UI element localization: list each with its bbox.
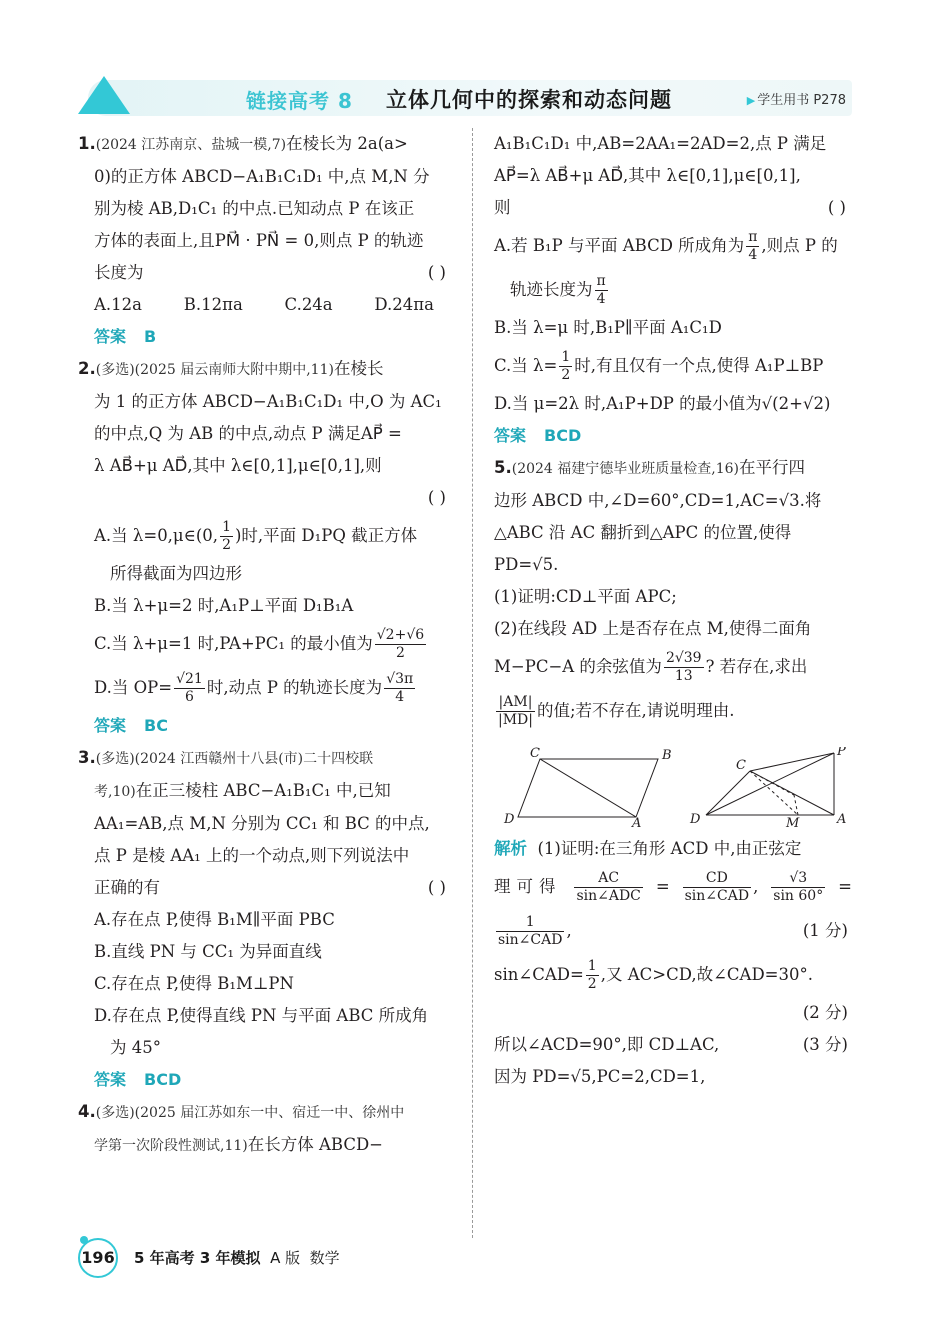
q1-answer-value: B bbox=[144, 327, 157, 346]
q1-text: 在棱长为 2a(a> bbox=[286, 134, 408, 153]
q4-a-text2: ,则点 P 的 bbox=[761, 236, 838, 255]
q4-answer bbox=[494, 420, 852, 452]
q5-solution-line5 bbox=[494, 997, 852, 1029]
denominator: 6 bbox=[185, 689, 194, 705]
fraction bbox=[496, 914, 564, 949]
fraction bbox=[384, 671, 415, 706]
book-name: 5 年高考 3 年模拟 bbox=[134, 1249, 261, 1267]
q3-answer bbox=[78, 1064, 452, 1096]
diagonal-ac bbox=[540, 759, 636, 817]
q5-source: (2024 福建宁德毕业班质量检查,16) bbox=[511, 461, 740, 477]
subject: 数学 bbox=[309, 1249, 340, 1267]
q5-solution-line3: $\frac{1}{\text{sin∠CAD}}$ , (1 分) bbox=[494, 909, 852, 953]
left-column bbox=[78, 128, 452, 1162]
answer-label: 答案 bbox=[494, 426, 527, 445]
q2-d-text1: D.当 OP= bbox=[94, 678, 173, 697]
q5-part1: (1)证明:CD⊥平面 APC; bbox=[494, 587, 677, 606]
q5-solution-line2: 理可得 $\frac{AC}{\text{sin∠ADC}}$ = $\frac{CD}{\text{sin∠CAD}}$ , $\frac{√3}{\sin 60^\circ}$ = bbox=[494, 865, 852, 909]
q3-source-cont: 考,10) bbox=[94, 784, 136, 800]
solution-label: 解析 bbox=[494, 839, 527, 858]
q1-line5 bbox=[78, 257, 452, 289]
fraction bbox=[220, 519, 233, 554]
q4-option-d: D.当 μ=2λ 时,A₁P+DP 的最小值为√(2+√2) bbox=[494, 394, 831, 413]
ref-text: 学生用书 P278 bbox=[757, 93, 846, 108]
q4-cont-line2: AP⃗=λ AB⃗+μ AD⃗,其中 λ∈[0,1],μ∈[0,1], bbox=[494, 166, 801, 185]
q1-line3: 别为棱 AB,D₁C₁ 的中点.已知动点 P 在该正 bbox=[94, 199, 415, 218]
numerator: 1 bbox=[561, 349, 571, 365]
score-mark: (2 分) bbox=[802, 1003, 848, 1022]
numerator: CD bbox=[683, 870, 751, 888]
numerator: π bbox=[748, 229, 758, 245]
label-m: M bbox=[786, 816, 800, 827]
q4-number: 4. bbox=[78, 1102, 96, 1121]
label-d: D bbox=[504, 812, 515, 827]
banner-tag: 链接高考 8 bbox=[246, 89, 353, 113]
q2-a-text2: )时,平面 D₁PQ 截正方体 bbox=[234, 526, 418, 545]
q3-line5 bbox=[78, 872, 452, 904]
arrow-right-icon: ▶ bbox=[746, 94, 756, 107]
fraction bbox=[664, 650, 704, 685]
q2-option-a-cont: 所得截面为四边形 bbox=[110, 564, 242, 583]
q5-line4: PD=√5. bbox=[494, 555, 559, 574]
q5-solution-line6 bbox=[494, 1029, 852, 1061]
denominator: sin∠CAD bbox=[684, 888, 750, 904]
q1-option-d: D.24πa bbox=[374, 295, 434, 314]
triangle-icon bbox=[78, 76, 130, 114]
q5-part2: (2)在线段 AD 上是否存在点 M,使得二面角 bbox=[494, 619, 812, 638]
q5-sol-text4b: ,又 AC>CD,故∠CAD=30°. bbox=[600, 965, 813, 984]
q2-line4: λ AB⃗+μ AD⃗,其中 λ∈[0,1],μ∈[0,1],则 bbox=[94, 456, 382, 475]
q5-line3: △ABC 沿 AC 翻折到△APC 的位置,使得 bbox=[494, 523, 792, 542]
q1-option-b: B.12πa bbox=[183, 295, 243, 314]
q4-cont-line3 bbox=[494, 192, 852, 224]
denominator: 4 bbox=[748, 247, 758, 263]
q2-option-c bbox=[78, 622, 452, 666]
edition: A 版 bbox=[270, 1249, 301, 1267]
q4-text3: 则 bbox=[494, 198, 511, 217]
q5-text: 在平行四 bbox=[739, 458, 806, 477]
numerator: 1 bbox=[222, 519, 231, 535]
page-number: 196 bbox=[78, 1238, 118, 1278]
denominator: 4 bbox=[596, 291, 606, 307]
q1-line4: 方体的表面上,且PM⃗ · PN⃗ = 0,则点 P 的轨迹 bbox=[94, 231, 424, 250]
q5-sol-text4a: sin∠CAD= bbox=[494, 965, 584, 984]
q5-part2-cont2 bbox=[494, 689, 852, 733]
page-footer bbox=[78, 1238, 478, 1278]
q3-line3: AA₁=AB,点 M,N 分别为 CC₁ 和 BC 的中点, bbox=[94, 814, 430, 833]
denominator: 2 bbox=[396, 645, 405, 661]
q1-option-a: A.12a bbox=[94, 295, 142, 314]
q5-sol-text2: 理可得 bbox=[494, 877, 562, 896]
q3-text5: 正确的有 bbox=[94, 878, 160, 897]
q4-c-text1: C.当 λ= bbox=[494, 356, 558, 375]
q4-cont-line1: A₁B₁C₁D₁ 中,AB=2AA₁=2AD=2,点 P 满足 bbox=[494, 134, 827, 153]
folded-figure bbox=[706, 753, 834, 815]
q3-answer-blank: ( ) bbox=[427, 878, 446, 897]
numerator: |AM| bbox=[496, 694, 535, 712]
denominator: sin 60° bbox=[773, 887, 824, 904]
numerator: √21 bbox=[176, 671, 203, 687]
q2-option-a bbox=[78, 514, 452, 558]
q1-answer bbox=[78, 321, 452, 353]
q1-number: 1. bbox=[78, 134, 96, 153]
q3-option-c: C.存在点 P,使得 B₁M⊥PN bbox=[94, 974, 294, 993]
q1-line2: 0)的正方体 ABCD−A₁B₁C₁D₁ 中,点 M,N 分 bbox=[94, 167, 430, 186]
q4-line2 bbox=[78, 1129, 452, 1162]
answer-label: 答案 bbox=[94, 716, 127, 735]
q5-number: 5. bbox=[494, 458, 512, 477]
denominator: |MD| bbox=[498, 712, 533, 728]
label-d2: D bbox=[690, 812, 701, 827]
q5-sol-text1: (1)证明:在三角形 ACD 中,由正弦定 bbox=[537, 839, 802, 858]
fraction bbox=[496, 694, 535, 729]
fraction bbox=[771, 870, 825, 905]
q4-option-a bbox=[494, 224, 852, 268]
q3-option-b: B.直线 PN 与 CC₁ 为异面直线 bbox=[94, 942, 322, 961]
edge-dp bbox=[706, 753, 834, 815]
dot-icon bbox=[80, 1236, 88, 1244]
q4-a-text3: 轨迹长度为 bbox=[510, 280, 593, 299]
numerator: 1 bbox=[496, 914, 564, 932]
q4-line1 bbox=[78, 1096, 452, 1129]
q5-figures bbox=[494, 747, 852, 827]
fraction bbox=[375, 627, 426, 662]
fraction bbox=[683, 870, 751, 905]
q3-line2 bbox=[78, 775, 452, 808]
q3-source: (多选)(2024 江西赣州十八县(市)二十四校联 bbox=[95, 751, 374, 767]
q5-sol-text6: 所以∠ACD=90°,即 CD⊥AC, bbox=[494, 1035, 720, 1054]
equals-sign: = bbox=[838, 877, 852, 896]
q4-option-a-cont bbox=[494, 268, 852, 312]
numerator: √3 bbox=[771, 870, 825, 888]
q5-p4-text: 的值;若不存在,请说明理由. bbox=[537, 701, 735, 720]
q3-number: 3. bbox=[78, 748, 96, 767]
denominator: sin∠ADC bbox=[576, 887, 641, 904]
label-a2: A bbox=[837, 812, 847, 827]
q2-a-text1: A.当 λ=0,μ∈(0, bbox=[94, 526, 219, 545]
label-c: C bbox=[530, 747, 540, 761]
q2-text: 在棱长 bbox=[333, 359, 384, 378]
q1-answer-blank: ( ) bbox=[427, 263, 446, 282]
q2-c-text: C.当 λ+μ=1 时,PA+PC₁ 的最小值为 bbox=[94, 634, 373, 653]
numerator: √2+√6 bbox=[376, 627, 425, 643]
denominator: 2 bbox=[222, 537, 231, 553]
q4-source: (多选)(2025 届江苏如东一中、宿迁一中、徐州中 bbox=[95, 1105, 405, 1121]
q3-line4: 点 P 是棱 AA₁ 上的一个动点,则下列说法中 bbox=[94, 846, 410, 865]
q1-line1 bbox=[78, 128, 452, 161]
fraction bbox=[574, 870, 642, 905]
q5-line2: 边形 ABCD 中,∠D=60°,CD=1,AC=√3.将 bbox=[494, 491, 822, 510]
q2-line2: 为 1 的正方体 ABCD−A₁B₁C₁D₁ 中,O 为 AC₁ bbox=[94, 392, 442, 411]
label-c2: C bbox=[736, 758, 746, 773]
score-mark: (1 分) bbox=[802, 921, 848, 940]
q2-line1 bbox=[78, 353, 452, 386]
q5-solution-line4 bbox=[494, 953, 852, 997]
numerator: √3π bbox=[386, 671, 414, 687]
student-book-ref bbox=[747, 89, 846, 108]
column-divider bbox=[472, 128, 473, 1238]
q1-text5: 长度为 bbox=[94, 263, 144, 282]
geometry-figure bbox=[494, 747, 852, 827]
fraction bbox=[595, 273, 608, 308]
q1-source: (2024 江苏南京、盐城一模,7) bbox=[95, 137, 287, 153]
numerator: AC bbox=[574, 870, 642, 888]
q3-line1 bbox=[78, 742, 452, 775]
denominator: 13 bbox=[674, 668, 693, 684]
numerator: 2√39 bbox=[665, 650, 702, 666]
q5-part2-cont bbox=[494, 645, 852, 689]
q4-option-c bbox=[494, 344, 852, 388]
q5-solution-line7: 因为 PD=√5,PC=2,CD=1, bbox=[494, 1067, 706, 1086]
q2-number: 2. bbox=[78, 359, 96, 378]
q3-option-d-cont: 为 45° bbox=[110, 1038, 161, 1057]
numerator: 1 bbox=[587, 958, 597, 974]
q1-options bbox=[78, 289, 434, 321]
q3-answer-value: BCD bbox=[144, 1070, 182, 1089]
q5-p3-text2: ? 若存在,求出 bbox=[705, 657, 808, 676]
q2-blank-line bbox=[78, 482, 452, 514]
q2-answer bbox=[78, 710, 452, 742]
score-mark: (3 分) bbox=[802, 1035, 848, 1054]
q4-option-b: B.当 λ=μ 时,B₁P∥平面 A₁C₁D bbox=[494, 318, 722, 337]
q4-text2: 在长方体 ABCD− bbox=[247, 1135, 384, 1154]
equals-sign: = bbox=[655, 877, 670, 896]
fraction bbox=[559, 349, 572, 384]
fraction bbox=[586, 958, 599, 993]
fraction bbox=[746, 229, 759, 264]
q4-source-cont: 学第一次阶段性测试,11) bbox=[94, 1138, 248, 1154]
banner-title: 立体几何中的探索和动态问题 bbox=[386, 88, 672, 112]
denominator: sin∠CAD bbox=[498, 932, 563, 948]
denominator: 2 bbox=[587, 976, 597, 992]
edge-cp bbox=[750, 753, 834, 771]
q2-answer-value: BC bbox=[144, 716, 168, 735]
right-column bbox=[494, 128, 852, 1093]
q2-option-b: B.当 λ+μ=2 时,A₁P⊥平面 D₁B₁A bbox=[94, 596, 354, 615]
numerator: π bbox=[596, 273, 606, 289]
q4-a-text1: A.若 B₁P 与平面 ABCD 所成角为 bbox=[494, 236, 745, 255]
chapter-banner bbox=[78, 76, 852, 116]
answer-label: 答案 bbox=[94, 327, 127, 346]
label-a: A bbox=[632, 816, 642, 827]
denominator: 2 bbox=[561, 367, 571, 383]
q2-source: (多选)(2025 届云南师大附中期中,11) bbox=[95, 362, 334, 378]
denominator: 4 bbox=[395, 689, 405, 705]
book-title bbox=[134, 1247, 340, 1268]
fraction bbox=[174, 671, 205, 706]
q2-option-d bbox=[78, 666, 452, 710]
answer-label: 答案 bbox=[94, 1070, 127, 1089]
dashed-cm bbox=[750, 771, 798, 815]
parallelogram-figure bbox=[518, 759, 658, 817]
q4-c-text2: 时,有且仅有一个点,使得 A₁P⊥BP bbox=[574, 356, 824, 375]
label-b: B bbox=[662, 748, 672, 763]
q2-line3: 的中点,Q 为 AB 的中点,动点 P 满足AP⃗ = bbox=[94, 424, 402, 443]
q5-p3-text1: M−PC−A 的余弦值为 bbox=[494, 657, 662, 676]
q4-answer-blank: ( ) bbox=[827, 198, 846, 217]
q3-option-d: D.存在点 P,使得直线 PN 与平面 ABC 所成角 bbox=[94, 1006, 429, 1025]
label-p: P bbox=[837, 747, 846, 759]
q5-line1 bbox=[494, 452, 852, 485]
q3-option-a: A.存在点 P,使得 B₁M∥平面 PBC bbox=[94, 910, 335, 929]
q1-option-c: C.24a bbox=[284, 295, 333, 314]
edge-dc bbox=[706, 771, 750, 815]
q4-answer-value: BCD bbox=[544, 426, 582, 445]
q2-d-text2: 时,动点 P 的轨迹长度为 bbox=[206, 678, 383, 697]
q2-answer-blank: ( ) bbox=[427, 488, 446, 507]
q5-solution-line1 bbox=[494, 833, 852, 865]
q3-text2: 在正三棱柱 ABC−A₁B₁C₁ 中,已知 bbox=[135, 781, 391, 800]
